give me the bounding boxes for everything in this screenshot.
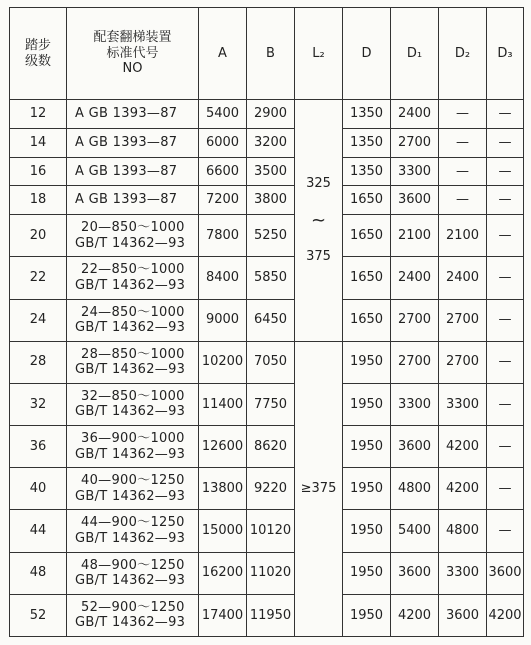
table-row	[10, 128, 524, 157]
d1-cell: 2700	[391, 299, 439, 341]
standard-cell	[67, 128, 199, 157]
steps-cell: 28	[10, 341, 67, 383]
ladder-spec-table	[9, 7, 524, 637]
d2-cell: 3300	[439, 552, 487, 594]
d3-cell: —	[487, 257, 524, 299]
steps-cell: 32	[10, 383, 67, 425]
header-standard-line1: 配套翻梯装置	[93, 30, 172, 46]
standard-cell	[67, 100, 199, 129]
a-cell: 12600	[199, 426, 247, 468]
standard-line1: A GB 1393—87	[75, 192, 178, 208]
steps-cell: 48	[10, 552, 67, 594]
a-cell: 6000	[199, 128, 247, 157]
d3-cell: —	[487, 383, 524, 425]
table-body	[10, 100, 524, 637]
header-steps-line2: 级数	[24, 53, 51, 69]
b-cell: 10120	[247, 510, 295, 552]
d3-cell: —	[487, 157, 524, 186]
header-a: A	[199, 8, 247, 100]
standard-line2: GB/T 14362—93	[75, 277, 186, 293]
standard-line2: GB/T 14362—93	[75, 573, 186, 589]
b-cell: 9220	[247, 468, 295, 510]
d3-cell: —	[487, 128, 524, 157]
d1-cell: 2400	[391, 257, 439, 299]
standard-cell	[67, 186, 199, 215]
standard-line1: 36—900～1000	[81, 431, 185, 447]
d2-cell: 2700	[439, 299, 487, 341]
table-row	[10, 100, 524, 129]
steps-cell: 40	[10, 468, 67, 510]
d1-cell: 3600	[391, 186, 439, 215]
header-standard-line3: NO	[122, 61, 143, 77]
table-row	[10, 257, 524, 299]
d-cell: 1350	[343, 128, 391, 157]
standard-line1: 44—900～1250	[81, 515, 185, 531]
steps-cell: 12	[10, 100, 67, 129]
a-cell: 9000	[199, 299, 247, 341]
standard-cell	[67, 257, 199, 299]
b-cell: 5250	[247, 215, 295, 257]
header-b: B	[247, 8, 295, 100]
d1-cell: 3600	[391, 426, 439, 468]
d3-cell: 4200	[487, 594, 524, 636]
table-row	[10, 186, 524, 215]
l2-range-bottom: 375	[306, 249, 331, 265]
d2-cell: —	[439, 128, 487, 157]
b-cell: 3800	[247, 186, 295, 215]
d3-cell: 3600	[487, 552, 524, 594]
a-cell: 8400	[199, 257, 247, 299]
d2-cell: 4200	[439, 426, 487, 468]
steps-cell: 18	[10, 186, 67, 215]
d2-cell: 2700	[439, 341, 487, 383]
table-row	[10, 552, 524, 594]
table-row	[10, 426, 524, 468]
d-cell: 1350	[343, 100, 391, 129]
header-l2: L₂	[295, 8, 343, 100]
d1-cell: 2700	[391, 128, 439, 157]
d-cell: 1950	[343, 510, 391, 552]
d3-cell: —	[487, 299, 524, 341]
standard-line2: GB/T 14362—93	[75, 530, 186, 546]
standard-cell	[67, 215, 199, 257]
table-row	[10, 468, 524, 510]
d3-cell: —	[487, 510, 524, 552]
standard-cell	[67, 157, 199, 186]
d3-cell: —	[487, 341, 524, 383]
standard-line2: GB/T 14362—93	[75, 615, 186, 631]
table-row	[10, 215, 524, 257]
a-cell: 17400	[199, 594, 247, 636]
d2-cell: 3600	[439, 594, 487, 636]
d-cell: 1650	[343, 299, 391, 341]
a-cell: 5400	[199, 100, 247, 129]
d-cell: 1950	[343, 341, 391, 383]
standard-cell	[67, 510, 199, 552]
b-cell: 3500	[247, 157, 295, 186]
standard-line1: 48—900～1250	[81, 557, 185, 573]
a-cell: 7800	[199, 215, 247, 257]
b-cell: 8620	[247, 426, 295, 468]
d-cell: 1950	[343, 594, 391, 636]
table-row	[10, 157, 524, 186]
header-steps	[10, 8, 67, 100]
standard-cell	[67, 299, 199, 341]
steps-cell: 24	[10, 299, 67, 341]
standard-line1: A GB 1393—87	[75, 134, 178, 150]
standard-line1: A GB 1393—87	[75, 106, 178, 122]
b-cell: 7750	[247, 383, 295, 425]
steps-cell: 36	[10, 426, 67, 468]
standard-line1: 22—850～1000	[81, 262, 185, 278]
steps-cell: 52	[10, 594, 67, 636]
d1-cell: 3300	[391, 383, 439, 425]
b-cell: 6450	[247, 299, 295, 341]
b-cell: 11950	[247, 594, 295, 636]
l2-range-top: 325	[306, 175, 331, 191]
d1-cell: 3300	[391, 157, 439, 186]
d2-cell: 4200	[439, 468, 487, 510]
steps-cell: 20	[10, 215, 67, 257]
standard-cell	[67, 426, 199, 468]
steps-cell: 44	[10, 510, 67, 552]
l2-range-tilde: ~	[310, 209, 327, 231]
d2-cell: 2400	[439, 257, 487, 299]
d3-cell: —	[487, 426, 524, 468]
header-d2: D₂	[439, 8, 487, 100]
standard-cell	[67, 468, 199, 510]
standard-line1: 20—850～1000	[81, 220, 185, 236]
d-cell: 1950	[343, 426, 391, 468]
d2-cell: 2100	[439, 215, 487, 257]
standard-line2: GB/T 14362—93	[75, 446, 186, 462]
d-cell: 1650	[343, 257, 391, 299]
standard-line2: GB/T 14362—93	[75, 404, 186, 420]
d-cell: 1950	[343, 552, 391, 594]
table-row	[10, 383, 524, 425]
header-row	[10, 8, 524, 100]
d-cell: 1950	[343, 383, 391, 425]
d1-cell: 2700	[391, 341, 439, 383]
b-cell: 2900	[247, 100, 295, 129]
standard-cell	[67, 594, 199, 636]
header-standard	[67, 8, 199, 100]
a-cell: 7200	[199, 186, 247, 215]
steps-cell: 16	[10, 157, 67, 186]
table-row	[10, 299, 524, 341]
standard-line1: 40—900～1250	[81, 473, 185, 489]
d1-cell: 3600	[391, 552, 439, 594]
d2-cell: 4800	[439, 510, 487, 552]
header-d3: D₃	[487, 8, 524, 100]
table-row	[10, 594, 524, 636]
l2-range-cell	[295, 100, 343, 342]
b-cell: 3200	[247, 128, 295, 157]
d-cell: 1650	[343, 186, 391, 215]
d1-cell: 4800	[391, 468, 439, 510]
header-standard-line2: 标准代号	[106, 45, 159, 61]
d-cell: 1950	[343, 468, 391, 510]
d1-cell: 5400	[391, 510, 439, 552]
standard-line2: GB/T 14362—93	[75, 320, 186, 336]
standard-line1: 24—850～1000	[81, 304, 185, 320]
header-d1: D₁	[391, 8, 439, 100]
d1-cell: 2400	[391, 100, 439, 129]
d2-cell: —	[439, 100, 487, 129]
table-row	[10, 341, 524, 383]
standard-line2: GB/T 14362—93	[75, 235, 186, 251]
steps-cell: 14	[10, 128, 67, 157]
standard-line1: 52—900～1250	[81, 599, 185, 615]
a-cell: 15000	[199, 510, 247, 552]
b-cell: 11020	[247, 552, 295, 594]
d-cell: 1650	[343, 215, 391, 257]
d3-cell: —	[487, 215, 524, 257]
d3-cell: —	[487, 100, 524, 129]
b-cell: 7050	[247, 341, 295, 383]
steps-cell: 22	[10, 257, 67, 299]
d1-cell: 2100	[391, 215, 439, 257]
d2-cell: —	[439, 186, 487, 215]
a-cell: 10200	[199, 341, 247, 383]
a-cell: 13800	[199, 468, 247, 510]
standard-cell	[67, 552, 199, 594]
d1-cell: 4200	[391, 594, 439, 636]
d2-cell: —	[439, 157, 487, 186]
d3-cell: —	[487, 468, 524, 510]
d2-cell: 3300	[439, 383, 487, 425]
standard-line1: 28—850～1000	[81, 346, 185, 362]
header-steps-line1: 踏步	[24, 37, 51, 53]
header-d: D	[343, 8, 391, 100]
a-cell: 16200	[199, 552, 247, 594]
standard-line1: 32—850～1000	[81, 388, 185, 404]
standard-cell	[67, 383, 199, 425]
b-cell: 5850	[247, 257, 295, 299]
standard-line2: GB/T 14362—93	[75, 488, 186, 504]
d-cell: 1350	[343, 157, 391, 186]
standard-line2: GB/T 14362—93	[75, 362, 186, 378]
a-cell: 6600	[199, 157, 247, 186]
standard-line1: A GB 1393—87	[75, 163, 178, 179]
standard-cell	[67, 341, 199, 383]
d3-cell: —	[487, 186, 524, 215]
table-row	[10, 510, 524, 552]
a-cell: 11400	[199, 383, 247, 425]
l2-min-cell: ≥375	[295, 341, 343, 636]
